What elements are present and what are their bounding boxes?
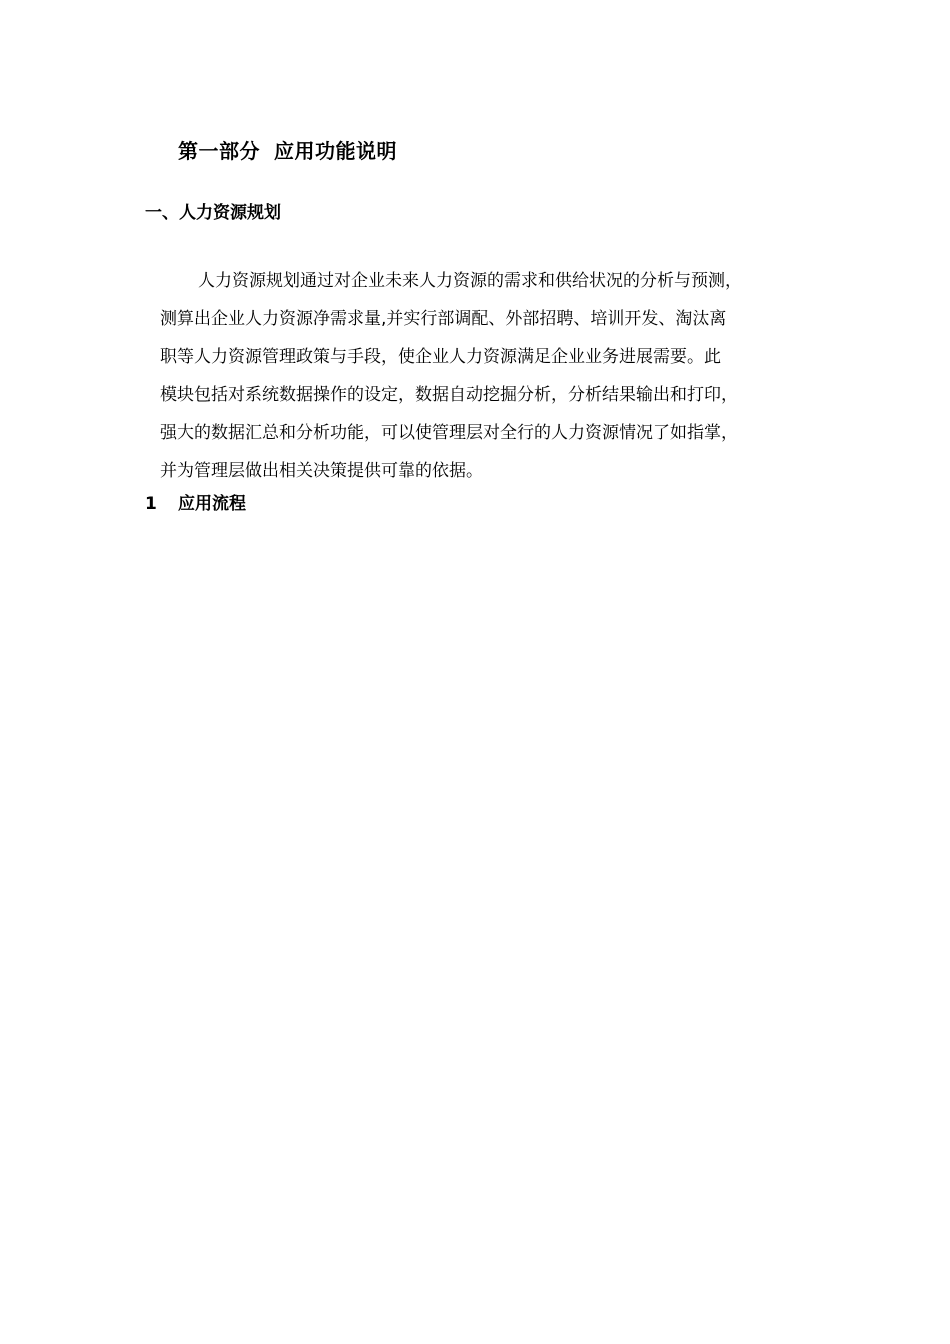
paragraph-line: 人力资源规划通过对企业未来人力资源的需求和供给状况的分析与预测， — [198, 271, 742, 291]
part-title-text: 应用功能说明 — [274, 139, 397, 163]
subsection-title: 应用流程 — [178, 494, 246, 514]
paragraph-line: 强大的数据汇总和分析功能，可以使管理层对全行的人力资源情况了如指掌， — [160, 423, 738, 443]
part-label: 第一部分 — [178, 139, 260, 163]
paragraph-line: 模块包括对系统数据操作的设定，数据自动挖掘分析，分析结果输出和打印， — [160, 385, 738, 405]
paragraph-line: 职等人力资源管理政策与手段，使企业人力资源满足企业业务进展需要。此 — [160, 347, 721, 367]
section-heading: 一、人力资源规划 — [145, 203, 281, 223]
subsection-number: 1 — [145, 494, 157, 514]
subsection-heading — [145, 491, 246, 517]
body-paragraph — [160, 262, 840, 490]
paragraph-line: 测算出企业人力资源净需求量,并实行部调配、外部招聘、培训开发、淘汰离 — [160, 309, 727, 329]
part-title — [178, 136, 397, 166]
paragraph-line: 并为管理层做出相关决策提供可靠的依据。 — [160, 461, 483, 481]
